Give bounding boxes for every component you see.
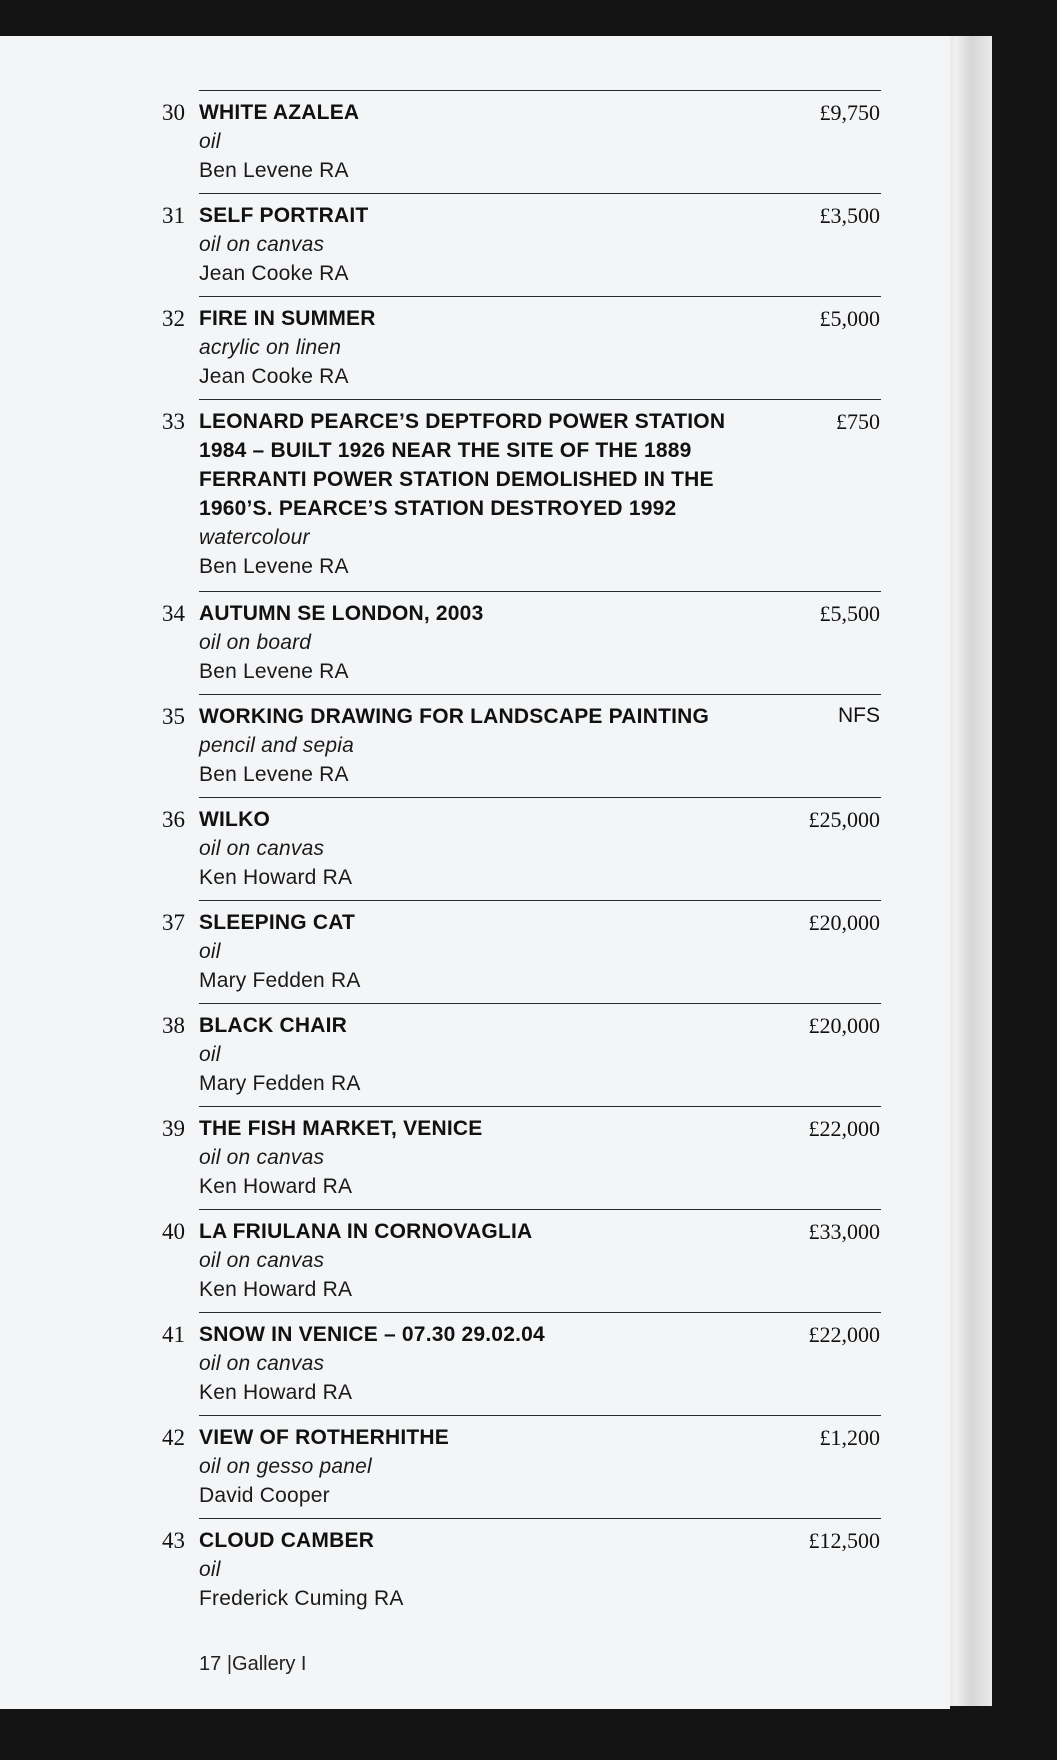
entry-title: VIEW OF ROTHERHITHE [199,1426,449,1449]
entry-artist: Mary Fedden RA [199,969,361,992]
entry-number: 31 [162,203,185,228]
entry-number: 34 [162,601,185,626]
entry-price: £22,000 [808,1322,880,1347]
entry-title: BLACK CHAIR [199,1014,348,1037]
entry-details [199,1320,759,1407]
entry-artist: Ben Levene RA [199,660,349,683]
entry-number: 32 [162,306,185,331]
entry-number: 40 [162,1219,185,1244]
divider [199,1518,881,1519]
entry-title: SNOW IN VENICE – 07.30 29.02.04 [199,1323,545,1346]
entry-number: 39 [162,1116,185,1141]
divider [199,1209,881,1210]
entry-details [199,304,759,391]
entry-medium: oil on canvas [199,1352,325,1375]
divider [199,900,881,901]
entry-medium: oil on canvas [199,1249,325,1272]
entry-title: THE FISH MARKET, VENICE [199,1117,483,1140]
page-number: 17 [199,1653,222,1675]
entry-artist: Ben Levene RA [199,763,349,786]
entry-price: £22,000 [808,1116,880,1141]
entry-number: 38 [162,1013,185,1038]
entry-artist: Jean Cooke RA [199,262,349,285]
divider [199,694,881,695]
entry-medium: oil on canvas [199,1146,325,1169]
entry-artist: Ben Levene RA [199,555,349,578]
entry-price: £12,500 [808,1528,880,1553]
entry-title: LA FRIULANA IN CORNOVAGLIA [199,1220,533,1243]
entry-medium: oil on canvas [199,837,325,860]
entry-details [199,805,759,892]
entry-price: £5,500 [819,601,880,626]
catalogue-page [0,36,950,1709]
entry-number: 43 [162,1528,185,1553]
entry-number: 30 [162,100,185,125]
entry-medium: oil on board [199,631,312,654]
divider [199,797,881,798]
entry-artist: Ken Howard RA [199,1278,353,1301]
entry-price: £9,750 [819,100,880,125]
divider [199,193,881,194]
entry-number: 33 [162,409,185,434]
entry-artist: Ken Howard RA [199,1381,353,1404]
entry-title: FIRE IN SUMMER [199,307,376,330]
entry-price: NFS [838,704,880,727]
entry-details [199,201,759,288]
divider [199,399,881,400]
divider [199,1415,881,1416]
entry-details [199,1114,759,1201]
entry-medium: watercolour [199,526,310,549]
entry-price: £25,000 [808,807,880,832]
entry-details [199,1011,759,1098]
entry-title: WILKO [199,808,270,831]
entry-details [199,1526,759,1613]
entry-number: 42 [162,1425,185,1450]
entry-details [199,599,759,686]
entry-artist: Frederick Cuming RA [199,1587,404,1610]
entry-artist: Ben Levene RA [199,159,349,182]
page-footer [199,1653,306,1676]
divider [199,90,881,91]
entry-artist: Jean Cooke RA [199,365,349,388]
entry-artist: Ken Howard RA [199,866,353,889]
divider [199,1003,881,1004]
entry-title: AUTUMN SE LONDON, 2003 [199,602,484,625]
entry-medium: oil [199,1558,221,1581]
entry-details [199,702,759,789]
entry-artist: David Cooper [199,1484,330,1507]
entry-price: £33,000 [808,1219,880,1244]
entry-price: £20,000 [808,1013,880,1038]
entry-medium: oil on canvas [199,233,325,256]
divider [199,1106,881,1107]
entry-price: £5,000 [819,306,880,331]
entry-medium: oil [199,1043,221,1066]
entry-number: 36 [162,807,185,832]
entry-artist: Ken Howard RA [199,1175,353,1198]
entry-title: CLOUD CAMBER [199,1529,375,1552]
entry-price: £750 [836,409,880,434]
entry-medium: pencil and sepia [199,734,354,757]
entry-price: £1,200 [819,1425,880,1450]
divider [199,591,881,592]
entry-number: 37 [162,910,185,935]
entry-title: WORKING DRAWING FOR LANDSCAPE PAINTING [199,705,710,728]
entry-details [199,407,739,581]
entry-details [199,908,759,995]
entry-title: SLEEPING CAT [199,911,356,934]
entry-title: WHITE AZALEA [199,101,360,124]
entry-title: LEONARD PEARCE’S DEPTFORD POWER STATION 1984 – BUILT 1926 NEAR THE SITE OF THE 1889 FERRANTI POWER STATION DEMOLISHED IN THE 1960’S. PEARCE’S STATION DESTROYED 1992 [199,410,726,520]
entry-title: SELF PORTRAIT [199,204,369,227]
divider [199,296,881,297]
section-name: Gallery I [232,1653,307,1675]
entry-price: £20,000 [808,910,880,935]
entry-medium: oil [199,130,221,153]
entry-artist: Mary Fedden RA [199,1072,361,1095]
entry-number: 41 [162,1322,185,1347]
entry-details [199,1217,759,1304]
divider [199,1312,881,1313]
entry-number: 35 [162,704,185,729]
entry-medium: oil on gesso panel [199,1455,372,1478]
entry-details [199,98,759,185]
entry-price: £3,500 [819,203,880,228]
entry-details [199,1423,759,1510]
footer-separator: | [226,1653,233,1675]
entry-medium: oil [199,940,221,963]
entry-medium: acrylic on linen [199,336,342,359]
